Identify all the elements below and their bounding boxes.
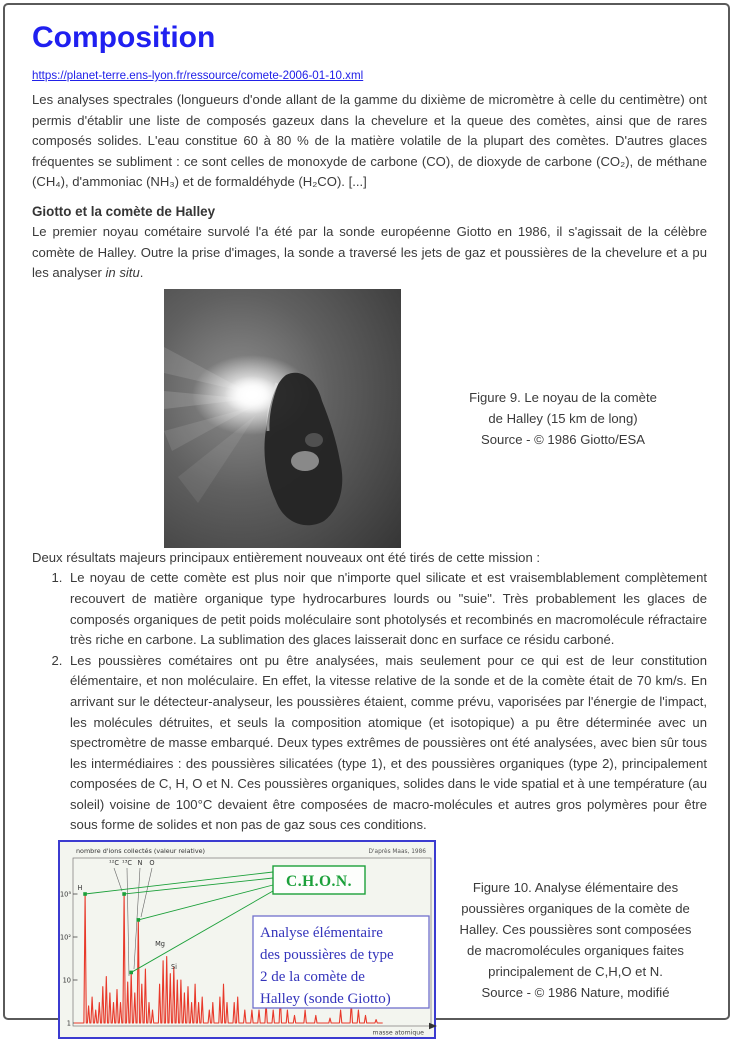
figure-9	[32, 289, 707, 548]
giotto-text-italic: in situ	[105, 265, 140, 281]
svg-text:Mg: Mg	[155, 940, 165, 949]
section-heading-giotto: Giotto et la comète de Halley	[32, 203, 216, 219]
document-content	[5, 21, 728, 1039]
svg-text:¹²C: ¹²C	[109, 859, 119, 868]
giotto-text: Le premier noyau cométaire survolé l'a été par la sonde européenne Giotto en 1986, il s'agissait de la célèbre comète de Halley. Outre la prise d'images, la sonde a traversé les jets de gaz et poussières de la chevelure et a pu les analyser	[32, 223, 707, 281]
comet-nucleus-photo	[164, 289, 401, 548]
svg-text:Analyse élémentaire: Analyse élémentaire	[260, 925, 383, 942]
svg-text:H: H	[77, 884, 83, 893]
svg-text:2 de la comète de: 2 de la comète de	[260, 969, 365, 986]
svg-text:O: O	[149, 859, 155, 868]
spectrum-chart-frame	[58, 840, 436, 1039]
svg-text:Si: Si	[170, 963, 178, 972]
intro-paragraph: Les analyses spectrales (longueurs d'onde allant de la gamme du dixième de micromètre à celle du centimètre) ont permis d'établir une liste de composés gazeux dans la chevelure et la queue des comètes, ainsi que de rares composés solides. L'eau constitue 60 à 80 % de la matière volatile de la plupart des comètes. D'autres glaces fréquentes se subliment : ce sont celles de monoxyde de carbone (CO), de dioxyde de carbone (CO₂), de méthane (CH₄), d'ammoniac (NH₃) et de formaldéhyde (H₂CO). [...]	[32, 92, 707, 190]
svg-text:N: N	[137, 859, 143, 868]
figure-10-caption: Figure 10. Analyse élémentaire des poussières organiques de la comète de Halley. Ces poussières sont composées de macromolécules organiques faites principalement de C,H,O et N. Source - © 1986 Nature, modifié	[459, 879, 692, 1000]
list-item: 2. Les poussières cométaires ont pu être analysées, mais seulement pour ce qui est de leur constitution élémentaire, et non moléculaire. En effet, la vitesse relative de la sonde et de la comète était de 70 km/s. En arrivant sur le détecteur-analyseur, les poussières étaient, comme prévu, vaporisées par l'énergie de l'impact, les molécules détruites, et seuls la composition atomique (et isotopique) a pu être déterminée avec un spectromètre de masse embarqué. Deux types extrêmes de poussières ont été analysées, avec bien sûr tous les intermédiaires : des poussières silicatées (type 1), et des poussières organiques (type 2), principalement composées de C, H, O et N. Ces poussières organiques, solides dans le vide spatial et à une température (au soleil) voisine de 100°C devaient être composées de macro-molécules et autres gros polymères pour être sous forme de solides et non pas de gaz sous ces conditions.	[66, 651, 707, 836]
svg-text:10²: 10²	[59, 933, 71, 942]
giotto-text-end: .	[139, 265, 144, 281]
list-item: 1. Le noyau de cette comète est plus noir que n'importe quel silicate et est vraisemblablement complètement recouvert de matière organique type hydrocarbures lourds ou "suie". Très probablement les glaces de composés organiques de petit poids moléculaire sont photolysés et recombinés en macromolécule réfractaire très riche en carbone. La sublimation des glaces laisserait donc en surface ce résidu carboné.	[66, 568, 707, 650]
svg-text:des poussières de type: des poussières de type	[260, 947, 394, 964]
svg-text:nombre d'ions collectés (valeu: nombre d'ions collectés (valeur relative)	[76, 847, 206, 856]
document-page	[3, 3, 730, 1037]
giotto-paragraph	[32, 222, 707, 284]
page-title: Composition	[32, 21, 216, 54]
svg-text:D'après Maas, 1986: D'après Maas, 1986	[368, 849, 426, 856]
svg-text:C.H.O.N.: C.H.O.N.	[286, 873, 352, 891]
results-intro: Deux résultats majeurs principaux entièrement nouveaux ont été tirés de cette mission :	[32, 549, 541, 565]
svg-text:10: 10	[62, 976, 71, 985]
mass-spectrum-chart	[60, 842, 434, 1037]
svg-text:1: 1	[66, 1019, 71, 1028]
source-link[interactable]: https://planet-terre.ens-lyon.fr/ressource/comete-2006-01-10.xml	[32, 69, 364, 82]
svg-text:¹³C: ¹³C	[122, 859, 132, 868]
figure-9-caption: Figure 9. Le noyau de la comète de Halley (15 km de long) Source - © 1986 Giotto/ESA	[469, 389, 657, 447]
svg-text:masse atomique: masse atomique	[372, 1029, 424, 1037]
results-list	[32, 568, 707, 836]
svg-text:10³: 10³	[59, 890, 71, 899]
svg-text:Halley (sonde Giotto): Halley (sonde Giotto)	[260, 991, 391, 1008]
figure-10	[32, 840, 707, 1039]
